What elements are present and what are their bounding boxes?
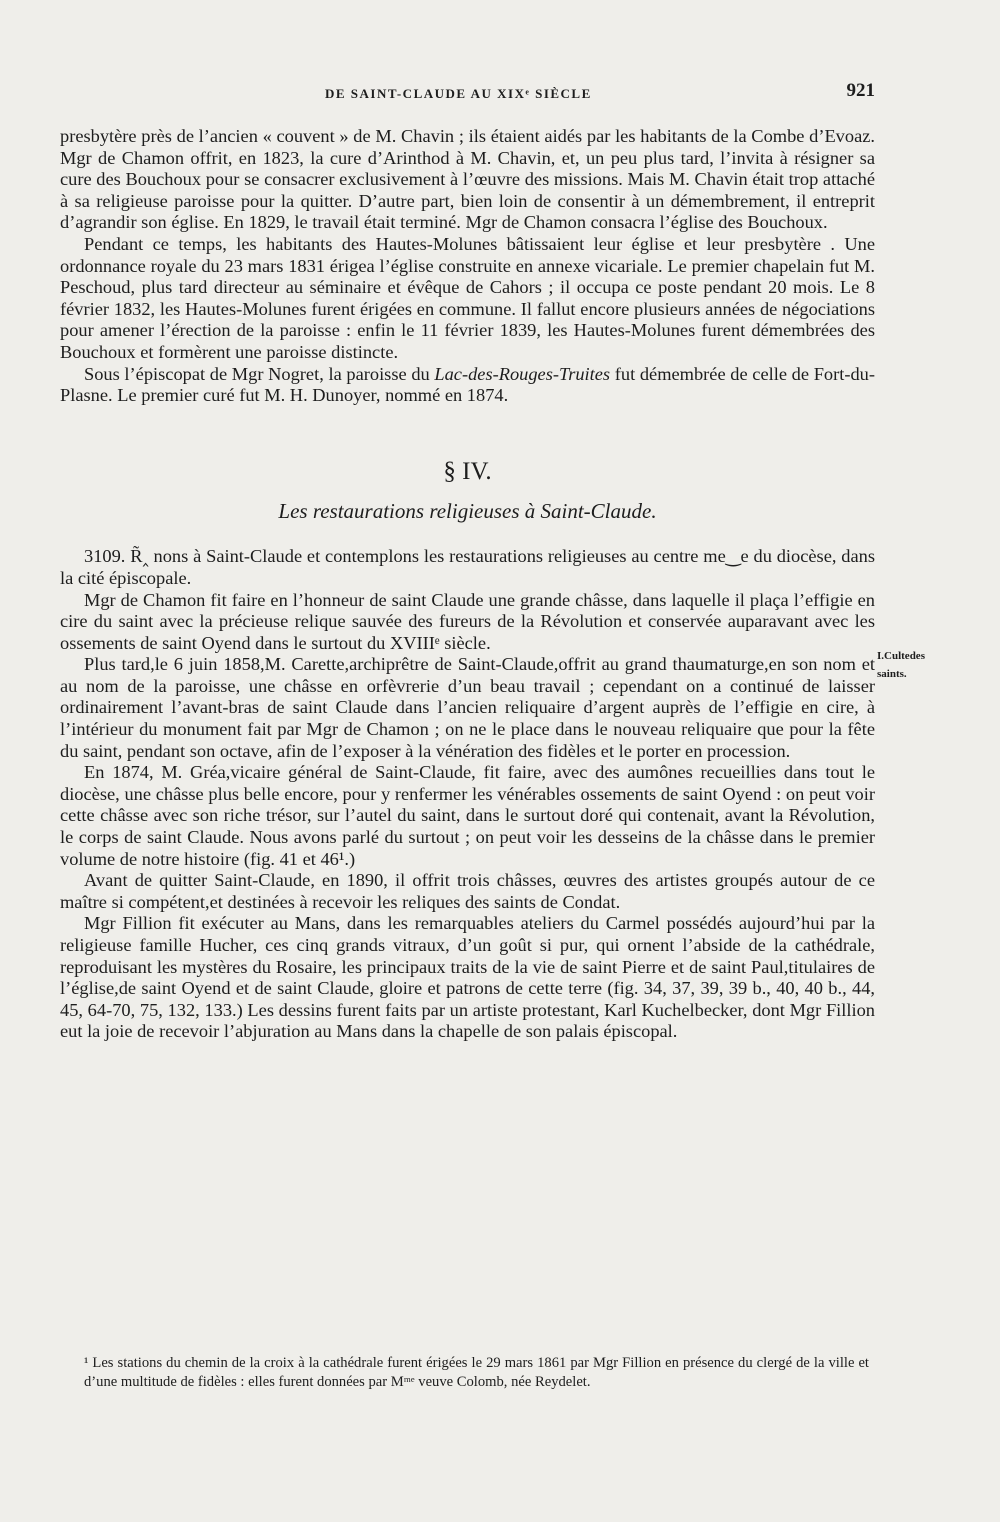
page-header <box>60 80 875 108</box>
paragraph: Avant de quitter Saint-Claude, en 1890, il offrit trois châsses, œuvres des artistes groupés autour de ce maître si compétent,et destinées à recevoir les reliques des saints de Condat. <box>60 870 875 912</box>
page-number: 921 <box>846 80 875 101</box>
section-heading: § IV. <box>443 457 492 485</box>
footnotes <box>84 1354 869 1392</box>
paragraph-text: Sous l’épiscopat de Mgr Nogret, la paroisse du <box>84 363 435 384</box>
paragraph-text: fut démembrée de celle de Fort-du-Plasne. Le premier curé fut M. H. Dunoyer, nommé en 1874. <box>60 363 875 406</box>
main-text <box>60 126 875 1043</box>
margin-note-line: I.Cultedes <box>877 650 925 662</box>
paragraph: Mgr de Chamon fit faire en l’honneur de saint Claude une grande châsse, dans laquelle il plaça l’effigie en cire du saint avec la précieuse relique sauvée des fureurs de la Révolution et conservée auparavant avec les ossements de saint Oyend dans le surtout du XVIIIᵉ siècle. <box>60 589 875 653</box>
running-title: DE SAINT-CLAUDE AU XIXᵉ SIÈCLE <box>325 86 592 101</box>
footnote: ¹ Les stations du chemin de la croix à la cathédrale furent érigées le 29 mars 1861 par Mgr Fillion en présence du clergé de la ville et d’une multitude de fidèles : elles furent données par Mᵐᵉ veuve Colomb, née Reydelet. <box>84 1355 869 1390</box>
place-name: Lac-des-Rouges-Truites <box>434 363 611 384</box>
section-subtitle: Les restaurations religieuses à Saint-Claude. <box>278 498 657 523</box>
paragraph-lac-des-rouges-truites <box>60 364 875 407</box>
numbered-paragraph <box>60 546 875 589</box>
margin-note <box>877 647 967 683</box>
paragraph-number: 3109. <box>84 546 126 567</box>
paragraph: presbytère près de l’ancien « couvent » de M. Chavin ; ils étaient aidés par les habitants de la Combe d’Evoaz. Mgr de Chamon offrit, en 1823, la cure d’Arinthod à M. Chavin, et, un peu plus tard, l’invita à résigner sa cure des Bouchoux pour se consacrer exclusivement à l’œuvre des missions. Mais M. Chavin était trop attaché à sa religieuse paroisse pour la quitter. D’autre part, bien loin de consentir à un démembrement, il entreprit d’agrandir son église. En 1829, le travail était terminé. Mgr de Chamon consacra l’église des Bouchoux. <box>60 126 875 233</box>
paragraph: Pendant ce temps, les habitants des Hautes-Molunes bâtissaient leur église et leur presbytère . Une ordonnance royale du 23 mars 1831 érigea l’église construite en annexe vicariale. Le premier chapelain fut M. Peschoud, plus tard directeur au séminaire et évêque de Cahors ; il occupa ce poste pendant 20 mois. Le 8 février 1832, les Hautes-Molunes furent érigées en commune. Il fallut encore plusieurs années de négociations pour amener l’érection de la paroisse : enfin le 11 février 1839, les Hautes-Molunes furent démembrées des Bouchoux et formèrent une paroisse distincte. <box>60 233 875 362</box>
paragraph: Mgr Fillion fit exécuter au Mans, dans les remarquables ateliers du Carmel possédés aujourd’hui par la religieuse famille Hucher, ces cinq grands vitraux, d’un goût si pur, qui ornent l’abside de la cathédrale, reproduisant les mystères du Rosaire, les principaux traits de la vie de saint Pierre et de saint Paul,titulaires de l’église,de saint Oyend et de saint Claude, gloire et patrons de cette terre (fig. 34, 37, 39, 39 b., 40, 40 b., 44, 45, 64-70, 75, 132, 133.) Les dessins furent faits par un artiste protestant, Karl Kuchelbecker, dont Mgr Fillion eut la joie de recevoir l’abjuration au Mans dans la chapelle de son palais épiscopal. <box>60 913 875 1042</box>
margin-note-line: saints. <box>877 668 907 680</box>
paragraph: En 1874, M. Gréa,vicaire général de Saint-Claude, fit faire, avec des aumônes recueillies dans tout le diocèse, une châsse plus belle encore, pour y renfermer les vénérables ossements de saint Oyend : on peut voir cette châsse avec son riche trésor, sur l’autel du saint, dans le surtout doré qui contenait, avant la Révolution, le corps de saint Claude. Nous avons parlé du surtout ; on peut voir les desseins de la châsse dans le premier volume de notre histoire (fig. 41 et 46¹.) <box>60 762 875 869</box>
paragraph: Plus tard,le 6 juin 1858,M. Carette,archiprêtre de Saint-Claude,offrit au grand thaumaturge,en son nom et au nom de la paroisse, une châsse en orfèvrerie d’un beau travail ; cependant on a continué de laisser ordinairement l’avant-bras de saint Claude dans l’ancien reliquaire d’argent auprès de l’effigie en cire, à l’intérieur du monument fait par Mgr de Chamon ; on ne le place dans le nouveau reliquaire que pour la fête du saint, pendant son octave, afin de l’exposer à la vénération des fidèles et le porter en procession. <box>60 654 875 761</box>
paragraph-text: R̃‸ nons à Saint-Claude et contemplons les restaurations religieuses au centre me‿e du diocèse, dans la cité épiscopale. <box>60 546 875 588</box>
